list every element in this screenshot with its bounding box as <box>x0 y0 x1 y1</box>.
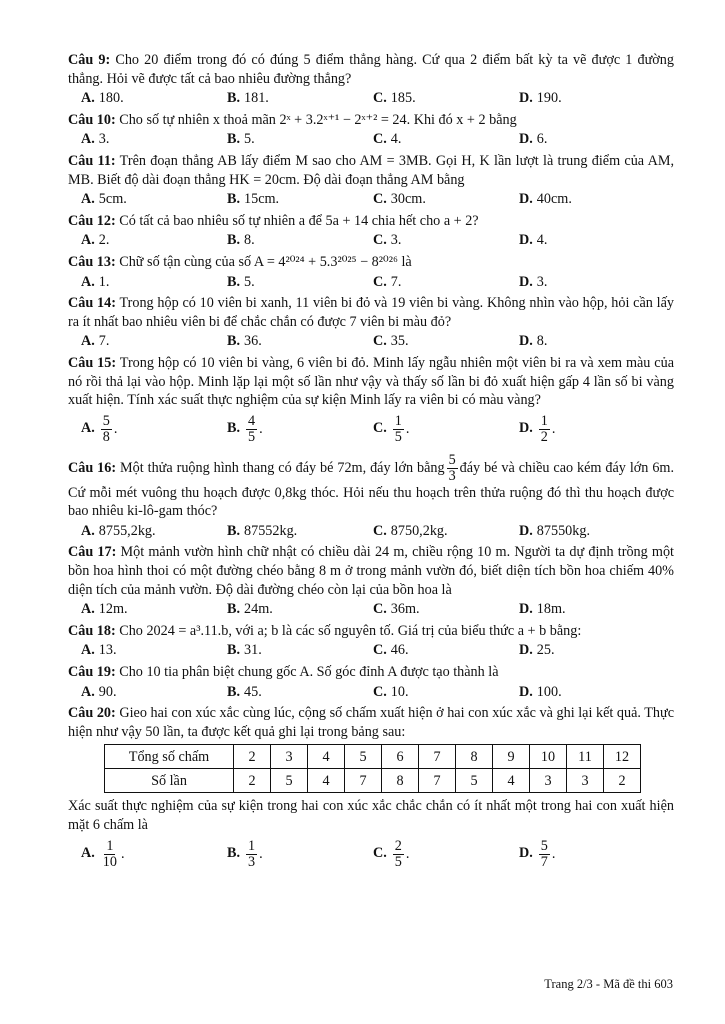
question-18 <box>68 622 674 641</box>
question-list <box>68 51 674 878</box>
answer-option[interactable] <box>81 641 227 660</box>
answer-option[interactable] <box>373 273 519 292</box>
option-letter: B. <box>227 601 241 618</box>
answer-option[interactable] <box>81 600 227 619</box>
option-fraction <box>101 414 112 445</box>
fraction-numerator: 5 <box>540 837 548 854</box>
table-cell: 7 <box>419 769 456 793</box>
option-value: 190. <box>536 90 562 107</box>
question-text: Cho số tự nhiên x thoả mãn 2ˣ + 3.2ˣ⁺¹ − 2ˣ⁺² = 24. Khi đó x + 2 bằng <box>119 111 517 128</box>
fraction-denominator: 5 <box>394 853 402 870</box>
option-letter: D. <box>519 131 533 148</box>
option-fraction <box>101 839 119 870</box>
option-letter: A. <box>81 683 95 700</box>
answer-option[interactable] <box>227 332 373 351</box>
answer-option[interactable] <box>81 89 227 108</box>
table-cell: 12 <box>604 745 641 769</box>
answer-option[interactable]: D. $\frac{5}{7}$ . <box>519 837 556 870</box>
option-value: 185. <box>390 90 416 107</box>
answer-option[interactable] <box>373 641 519 660</box>
answer-options <box>68 231 674 250</box>
option-letter: D. <box>519 232 533 249</box>
answer-option[interactable] <box>373 231 519 250</box>
option-value: 90. <box>98 683 117 700</box>
option-letter: C. <box>373 273 387 290</box>
option-fraction <box>393 414 404 445</box>
option-fraction <box>539 839 550 870</box>
table-cell: 2 <box>234 745 271 769</box>
question-12 <box>68 212 674 231</box>
page-footer: Trang 2/3 - Mã đề thi 603 <box>544 977 673 991</box>
answer-option[interactable] <box>227 231 373 250</box>
answer-option[interactable] <box>373 522 519 541</box>
answer-options <box>68 600 674 619</box>
answer-option[interactable] <box>227 600 373 619</box>
answer-option[interactable] <box>373 600 519 619</box>
question-10 <box>68 111 674 130</box>
answer-option[interactable]: A. $\frac{1}{10}$ . <box>81 837 125 870</box>
option-letter: B. <box>227 273 241 290</box>
answer-options <box>68 130 674 149</box>
option-value: 87552kg. <box>244 522 298 539</box>
question-text: Trong hộp có 10 viên bi vàng, 6 viên bi đỏ. Minh lấy ngẫu nhiên một viên bi ra và xem màu của nó rồi thả lại vào hộp. Minh lặp lại một số lần như vậy và thấy số lần bi đỏ xuất hiện gấp 4 lần số bi vàng xuất hiện. Tính xác suất thực nghiệm của sự kiện Minh lấy ra viên bi có màu vàng? <box>68 354 674 409</box>
table-cell: 5 <box>345 745 382 769</box>
option-value: 7. <box>390 273 402 290</box>
answer-option[interactable]: A. $\frac{5}{8}$ . <box>81 412 118 445</box>
option-letter: A. <box>81 273 95 290</box>
question-text: Trên đoạn thẳng AB lấy điểm M sao cho AM = 3MB. Gọi H, K lần lượt là trung điểm của AM, MB. Biết độ dài đoạn thẳng HK = 20cm. Độ dài đoạn thẳng AM bằng <box>68 152 674 188</box>
fraction-numerator: 2 <box>394 837 402 854</box>
fraction-denominator: 3 <box>448 467 456 484</box>
fraction-numerator: 4 <box>248 412 256 429</box>
option-value: 40cm. <box>536 191 572 208</box>
option-value: 6. <box>536 131 548 148</box>
option-value: 31. <box>244 642 262 659</box>
question-text: Cho 10 tia phân biệt chung gốc A. Số góc đỉnh A được tạo thành là <box>119 664 499 681</box>
option-letter: D. <box>519 683 533 700</box>
option-letter: C. <box>373 642 387 659</box>
answer-option[interactable] <box>519 332 665 351</box>
fraction-numerator: 5 <box>102 412 110 429</box>
option-fraction <box>393 839 404 870</box>
answer-option[interactable] <box>81 332 227 351</box>
option-value: 24m. <box>244 601 273 618</box>
answer-option[interactable]: B. $\frac{1}{3}$ . <box>227 837 263 870</box>
option-letter: A. <box>81 232 95 249</box>
fraction-numerator: 5 <box>448 451 456 468</box>
option-value: 3. <box>98 131 110 148</box>
fraction-numerator: 1 <box>106 837 114 854</box>
question-fraction <box>447 453 458 484</box>
table-cell: 2 <box>234 769 271 793</box>
option-letter: C. <box>373 683 387 700</box>
question-20-prompt: Xác suất thực nghiệm của sự kiện trong hai con xúc xắc chắc chắn có ít nhất một trong hai con xuất hiện mặt 6 chấm là <box>68 798 674 833</box>
option-fraction <box>246 414 257 445</box>
question-text: Gieo hai con xúc xắc cùng lúc, cộng số chấm xuất hiện ở hai con xúc xắc và ghi lại kết quả. Thực hiện như vậy 50 lần, ta được kết quả ghi lại trong bảng sau: <box>68 705 675 740</box>
option-value: 8. <box>536 333 548 350</box>
fraction-numerator: 1 <box>394 412 402 429</box>
option-letter: B. <box>227 232 241 249</box>
option-value: 181. <box>244 90 269 107</box>
option-letter: D. <box>519 273 533 290</box>
option-value: 5. <box>244 273 255 290</box>
table-cell: 3 <box>271 745 308 769</box>
fraction-denominator: 2 <box>540 428 548 445</box>
answer-option[interactable] <box>227 273 373 292</box>
option-letter: A. <box>81 601 95 618</box>
answer-option[interactable] <box>519 231 665 250</box>
question-text: Cho 20 điểm trong đó có đúng 5 điểm thẳng hàng. Cứ qua 2 điểm bất kỳ ta vẽ được 1 đường thẳng. Hỏi vẽ được tất cả bao nhiêu đường thẳng? <box>68 52 674 87</box>
answer-option[interactable] <box>519 522 665 541</box>
table-cell: 7 <box>345 769 382 793</box>
option-letter: D. <box>519 191 533 208</box>
option-value: 30cm. <box>390 191 426 208</box>
option-letter: A. <box>81 845 95 862</box>
option-letter: D. <box>519 601 533 618</box>
table-cell: 4 <box>308 769 345 793</box>
option-value: 180. <box>98 90 124 107</box>
option-value: 5. <box>244 131 255 148</box>
option-letter: D. <box>519 333 533 350</box>
question-label: Câu 10: <box>68 111 116 128</box>
option-letter: C. <box>373 333 387 350</box>
option-letter: A. <box>81 191 95 208</box>
option-letter: A. <box>81 90 95 107</box>
table-cell: 7 <box>419 745 456 769</box>
question-text: Một mảnh vườn hình chữ nhật có chiều dài 24 m, chiều rộng 10 m. Người ta dự định trồng một bồn hoa hình thoi có một đường chéo bằng 8 m ở trong mảnh vườn đó, biết diện tích bồn hoa chiếm 40% diện tích của mảnh vườn. Độ dài đường chéo còn lại của bồn hoa là <box>68 544 674 598</box>
option-letter: B. <box>227 845 241 862</box>
table-cell: 8 <box>456 745 493 769</box>
answer-option[interactable] <box>227 522 373 541</box>
question-text: Có tất cả bao nhiêu số tự nhiên a để 5a + 14 chia hết cho a + 2? <box>119 212 479 229</box>
option-letter: C. <box>373 845 387 862</box>
option-value: 36. <box>244 333 262 350</box>
table-cell: 3 <box>567 769 604 793</box>
option-value: 3. <box>390 232 402 249</box>
question-20 <box>68 704 674 741</box>
option-letter: A. <box>81 522 95 539</box>
option-value: 3. <box>536 273 548 290</box>
option-letter: C. <box>373 232 387 249</box>
answer-option[interactable] <box>81 683 227 702</box>
answer-options <box>68 414 674 445</box>
option-value: 7. <box>98 333 110 350</box>
question-19 <box>68 663 674 682</box>
question-label: Câu 19: <box>68 664 116 681</box>
answer-option[interactable] <box>81 190 227 209</box>
option-value: 36m. <box>390 601 420 618</box>
table-cell: 11 <box>567 745 604 769</box>
option-letter: C. <box>373 191 387 208</box>
option-fraction <box>539 414 550 445</box>
option-value: 100. <box>536 683 562 700</box>
answer-option[interactable] <box>81 130 227 149</box>
answer-options <box>68 641 674 660</box>
question-label: Câu 16: <box>68 459 117 476</box>
question-text: Cho 2024 = a³.11.b, với a; b là các số nguyên tố. Giá trị của biểu thức a + b bằng: <box>119 622 582 639</box>
question-13 <box>68 253 674 272</box>
option-letter: C. <box>373 522 387 539</box>
option-letter: A. <box>81 642 95 659</box>
answer-options <box>68 332 674 351</box>
option-letter: B. <box>227 333 241 350</box>
answer-option[interactable] <box>227 89 373 108</box>
option-value: 13. <box>98 642 117 659</box>
sum-row <box>105 745 641 769</box>
question-label: Câu 18: <box>68 622 116 639</box>
answer-options <box>68 683 674 702</box>
question-label: Câu 9: <box>68 52 111 68</box>
option-letter: C. <box>373 131 387 148</box>
option-value: 46. <box>390 642 409 659</box>
answer-option[interactable]: C. $\frac{2}{5}$ . <box>373 837 410 870</box>
option-letter: B. <box>227 522 241 539</box>
answer-option[interactable] <box>373 190 519 209</box>
question-14 <box>68 294 674 331</box>
answer-option[interactable]: C. $\frac{1}{5}$ . <box>373 412 410 445</box>
table-cell: 4 <box>493 769 530 793</box>
row-header: Tổng số chấm <box>105 745 234 769</box>
answer-option[interactable] <box>81 522 227 541</box>
question-9 <box>68 51 674 88</box>
option-value: 1. <box>98 273 110 290</box>
option-letter: C. <box>373 90 387 107</box>
question-label: Câu 15: <box>68 354 117 371</box>
answer-option[interactable] <box>519 190 665 209</box>
question-label: Câu 17: <box>68 544 117 561</box>
option-value: 45. <box>244 683 262 700</box>
answer-options <box>68 273 674 292</box>
fraction-denominator: 7 <box>540 853 548 870</box>
dice-results-table <box>104 744 641 793</box>
option-fraction <box>246 839 257 870</box>
question-text: Chữ số tận cùng của số A = 4²⁰²⁴ + 5.3²⁰²⁵ − 8²⁰²⁶ là <box>119 253 412 270</box>
option-value: 87550kg. <box>536 522 590 539</box>
question-text: Một thửa ruộng hình thang có đáy bé 72m, đáy lớn bằng <box>120 459 445 476</box>
option-letter: B. <box>227 420 241 437</box>
answer-option[interactable] <box>519 641 665 660</box>
table-cell: 5 <box>456 769 493 793</box>
option-letter: B. <box>227 683 241 700</box>
answer-option[interactable] <box>519 683 665 702</box>
answer-option[interactable] <box>519 89 665 108</box>
answer-options <box>68 190 674 209</box>
answer-option[interactable] <box>227 190 373 209</box>
answer-option[interactable] <box>373 89 519 108</box>
option-value: 12m. <box>98 601 128 618</box>
option-letter: C. <box>373 601 387 618</box>
answer-option[interactable] <box>519 600 665 619</box>
answer-option[interactable] <box>519 130 665 149</box>
option-value: 15cm. <box>244 191 280 208</box>
fraction-denominator: 3 <box>248 853 256 870</box>
question-label: Câu 12: <box>68 212 116 229</box>
fraction-denominator: 5 <box>394 428 402 445</box>
option-letter: D. <box>519 642 533 659</box>
table-cell: 3 <box>530 769 567 793</box>
option-value: 35. <box>390 333 409 350</box>
option-value: 10. <box>390 683 409 700</box>
question-label: Câu 20: <box>68 705 116 722</box>
option-letter: B. <box>227 642 241 659</box>
option-letter: A. <box>81 131 95 148</box>
question-text-continued: đáy bé và chiều cao kém đáy lớn 6m. Cứ mỗi mét vuông thu hoạch được 0,8kg thóc. Hỏi nếu thu hoạch trên thửa ruộng đó thì thu hoạch được bao nhiêu ki-lô-gam thóc? <box>68 459 674 520</box>
table-cell: 9 <box>493 745 530 769</box>
table-cell: 8 <box>382 769 419 793</box>
count-row <box>105 769 641 793</box>
option-value: 4. <box>390 131 402 148</box>
question-11 <box>68 152 674 189</box>
fraction-denominator: 8 <box>102 428 110 445</box>
option-value: 8750,2kg. <box>390 522 448 539</box>
answer-option[interactable] <box>227 641 373 660</box>
option-value: 25. <box>536 642 555 659</box>
answer-options <box>68 89 674 108</box>
fraction-numerator: 1 <box>248 837 256 854</box>
answer-option[interactable] <box>373 130 519 149</box>
answer-option[interactable] <box>373 683 519 702</box>
answer-option[interactable] <box>373 332 519 351</box>
option-letter: D. <box>519 522 533 539</box>
question-label: Câu 13: <box>68 253 116 270</box>
option-letter: B. <box>227 131 241 148</box>
table-cell: 2 <box>604 769 641 793</box>
question-16 <box>68 453 674 521</box>
answer-option[interactable] <box>227 683 373 702</box>
option-value: 8755,2kg. <box>98 522 156 539</box>
question-text: Trong hộp có 10 viên bi xanh, 11 viên bi đỏ và 19 viên bi vàng. Không nhìn vào hộp, hỏi cần lấy ra ít nhất bao nhiêu viên bi để chắc chắn có được 7 viên bi màu đỏ? <box>68 295 674 330</box>
fraction-denominator: 5 <box>248 428 256 445</box>
option-letter: D. <box>519 90 533 107</box>
table-cell: 6 <box>382 745 419 769</box>
question-label: Câu 14: <box>68 295 116 312</box>
option-value: 2. <box>98 232 110 249</box>
option-value: 8. <box>244 232 255 249</box>
fraction-denominator: 10 <box>102 853 117 870</box>
answer-option[interactable]: B. $\frac{4}{5}$ . <box>227 412 263 445</box>
option-value: 18m. <box>536 601 566 618</box>
fraction-numerator: 1 <box>540 412 548 429</box>
answer-option[interactable] <box>227 130 373 149</box>
option-letter: D. <box>519 845 533 862</box>
option-letter: B. <box>227 90 241 107</box>
answer-option[interactable] <box>519 273 665 292</box>
table-cell: 10 <box>530 745 567 769</box>
option-letter: D. <box>519 420 533 437</box>
question-15 <box>68 354 674 410</box>
answer-option[interactable]: D. $\frac{1}{2}$ . <box>519 412 556 445</box>
option-value: 5cm. <box>98 191 127 208</box>
row-header: Số lần <box>105 769 234 793</box>
table-cell: 5 <box>271 769 308 793</box>
table-cell: 4 <box>308 745 345 769</box>
option-value: 4. <box>536 232 548 249</box>
question-label: Câu 11: <box>68 152 116 169</box>
option-letter: C. <box>373 420 387 437</box>
answer-options <box>68 839 674 870</box>
option-letter: A. <box>81 420 95 437</box>
answer-options <box>68 522 674 541</box>
answer-option[interactable] <box>81 273 227 292</box>
option-letter: B. <box>227 191 241 208</box>
option-letter: A. <box>81 333 95 350</box>
question-17 <box>68 543 674 599</box>
answer-option[interactable] <box>81 231 227 250</box>
